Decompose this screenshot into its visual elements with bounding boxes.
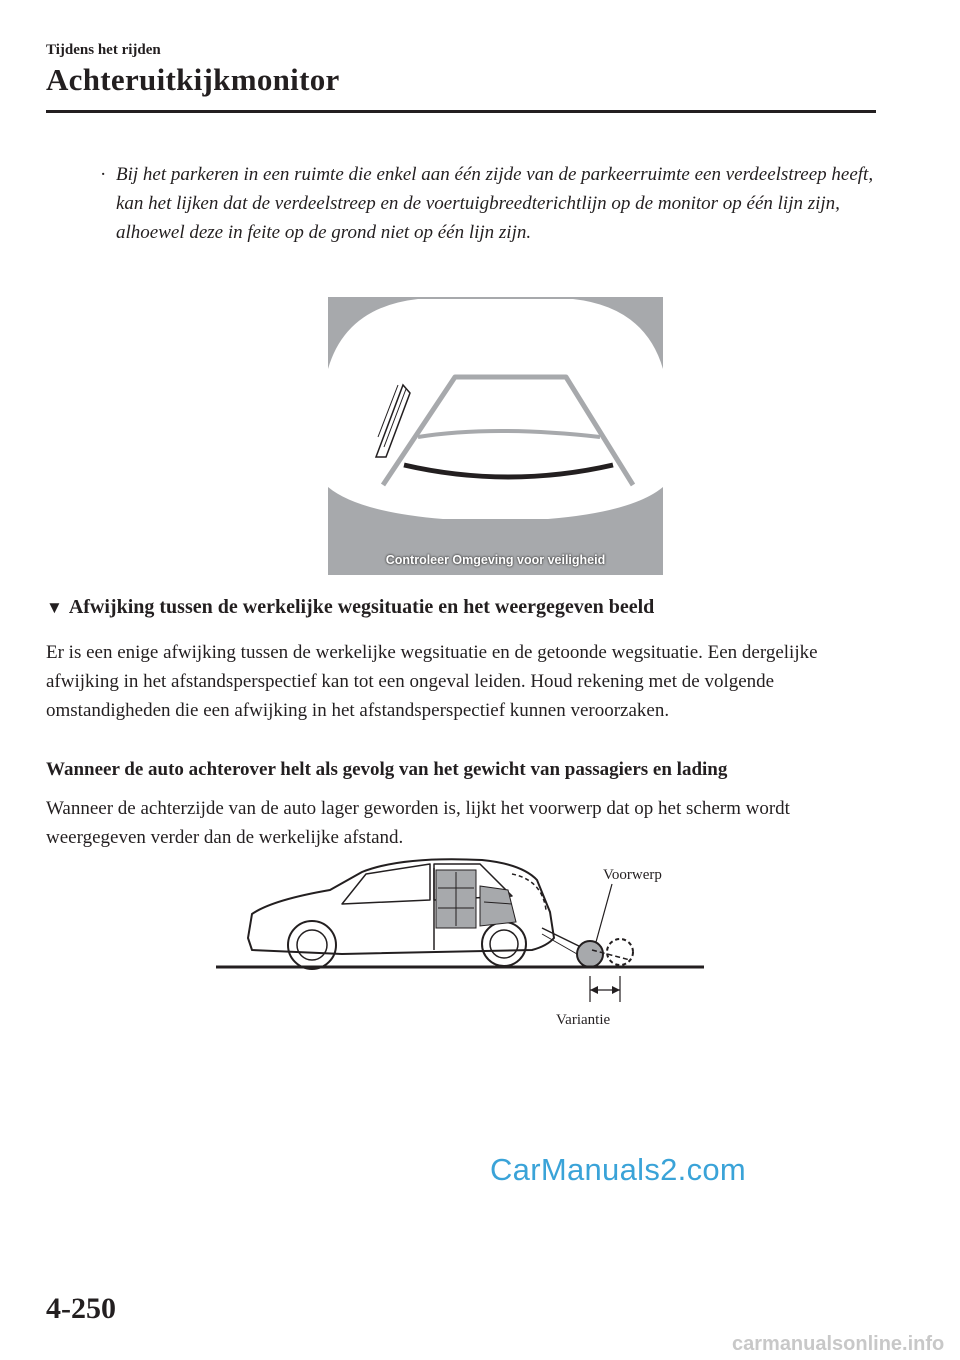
footer-watermark: carmanualsonline.info bbox=[732, 1333, 945, 1355]
object-label: Voorwerp bbox=[603, 867, 662, 883]
rear-camera-monitor-illustration bbox=[328, 297, 663, 575]
bullet-text: Bij het parkeren in een ruimte die enkel aan één zijde van de parkeerruimte een verdeelstreep heeft, kan het lijken dat de verdeelstreep en de voertuigbreedterichtlijn op de monitor op één lijn zijn, alhoewel deze in feite op de grond niet op één lijn zijn. bbox=[116, 164, 874, 243]
section-heading bbox=[46, 596, 654, 619]
section-heading-text: Afwijking tussen de werkelijke wegsituatie en het weergegeven beeld bbox=[68, 596, 655, 618]
triangle-marker-icon: ▼ bbox=[46, 598, 63, 617]
variance-label: Variantie bbox=[556, 1012, 611, 1028]
monitor-view-graphic bbox=[328, 297, 663, 575]
watermark: CarManuals2.com bbox=[490, 1152, 747, 1187]
page-title: Achteruitkijkmonitor bbox=[46, 62, 340, 97]
bullet-marker: · bbox=[100, 164, 107, 185]
body-paragraph: Er is een enige afwijking tussen de werkelijke wegsituatie en de getoonde wegsituatie. Een dergelijke afwijking in het afstandsperspectief kan tot een ongeval leiden. Houd rekening met de volgende omstandigheden die een afwijking in het afstandsperspectief kunnen veroorzaken. bbox=[46, 642, 818, 721]
title-divider bbox=[46, 110, 876, 113]
bullet-note bbox=[100, 160, 890, 247]
body-paragraph-2: Wanneer de achterzijde van de auto lager geworden is, lijkt het voorwerp dat op het scherm wordt weergegeven verder dan de werkelijke afstand. bbox=[46, 798, 790, 848]
monitor-caption: Controleer Omgeving voor veiligheid bbox=[385, 553, 606, 567]
page-number: 4-250 bbox=[46, 1292, 116, 1325]
sub-heading: Wanneer de auto achterover helt als gevolg van het gewicht van passagiers en lading bbox=[46, 759, 728, 780]
section-label: Tijdens het rijden bbox=[46, 42, 161, 58]
